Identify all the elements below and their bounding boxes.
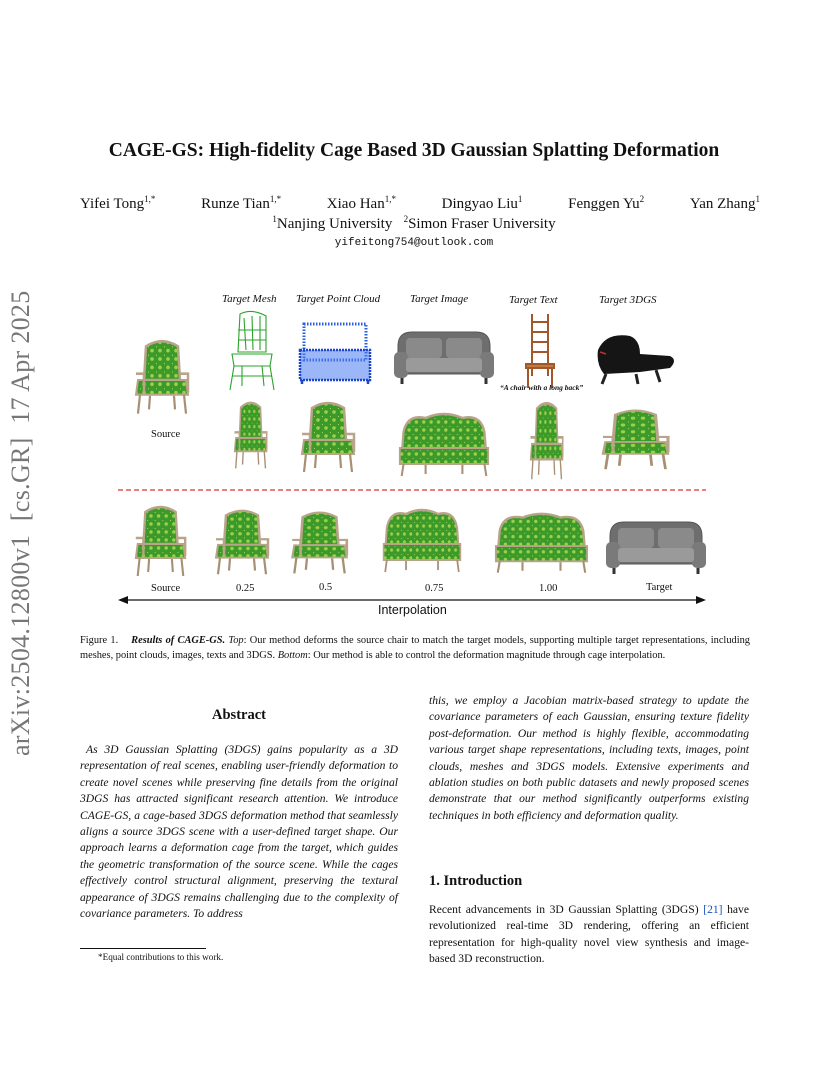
- interp-chair-075: [384, 510, 461, 572]
- target-label-mesh: Target Mesh: [222, 293, 277, 305]
- interp-chair-100: [496, 514, 587, 573]
- interp-label-05: 0.5: [319, 582, 333, 593]
- result-chair-image: [400, 414, 488, 476]
- interp-source-chair: [136, 507, 185, 576]
- axis-arrow-right: [696, 596, 706, 604]
- figure-caption: Figure 1. Results of CAGE-GS. Top: Our method deforms the source chair to match the target models, supporting multiple target representations, including meshes, point clouds, images, texts and 3DGS. Bottom: Our method is able to control the deformation magnitude through cage interpolation.: [80, 635, 750, 661]
- target-image-sofa: [394, 332, 494, 384]
- interpolation-label: Interpolation: [378, 603, 447, 617]
- interp-label-100: 1.00: [539, 583, 558, 594]
- interp-label-source: Source: [151, 583, 181, 594]
- interp-label-025: 0.25: [236, 583, 255, 594]
- abstract-text: As 3D Gaussian Splatting (3DGS) gains popularity as a 3D representation of real scenes, enabling user-friendly deformation to create novel scenes while preserving fine details from the original 3DGS has attracted significant research attention. We introduce CAGE-GS, a cage-based 3DGS deformation method that seamlessly aligns a source 3DGS scene with a user-defined target shape. Our approach learns a deformation cage from the target, which guides the geometric transformation of the source scene. While the cages effectively control structural alignment, preserving the textural appearance of 3DGS remains challenging due to the complexity of covariance parameters. To address: [80, 743, 398, 921]
- footnote-rule: [80, 948, 206, 949]
- author: Dingyao Liu$^1$: [441, 194, 523, 212]
- author: Xiao Han$^{1,*}$: [326, 194, 396, 212]
- interp-label-target: Target: [646, 582, 673, 593]
- result-chair-point-cloud: [302, 403, 354, 472]
- target-mesh-image: [230, 311, 274, 390]
- author: Fenggen Yu$^2$: [568, 194, 645, 212]
- result-chair-text: [530, 403, 562, 479]
- author: Runze Tian$^{1,*}$: [201, 194, 282, 212]
- affiliations: $^1$Nanjing University $^2$Simon Fraser University: [272, 214, 556, 232]
- author: Yan Zhang$^1$: [689, 194, 760, 212]
- interp-label-075: 0.75: [425, 583, 444, 594]
- text-prompt: “A chair with a long back”: [500, 383, 584, 392]
- target-label-image: Target Image: [410, 293, 469, 305]
- footnote: *Equal contributions to this work.: [98, 952, 224, 962]
- result-chair-mesh: [234, 403, 266, 469]
- interp-chair-025: [216, 511, 268, 574]
- author: Yifei Tong$^{1,*}$: [80, 194, 156, 212]
- arxiv-stamp: arXiv:2504.12800v1 [cs.GR] 17 Apr 2025: [6, 290, 35, 756]
- source-chair-image: [136, 341, 188, 413]
- intro-text: Recent advancements in 3D Gaussian Splatting (3DGS) [21] have revolutionized real-time 3D rendering, offering an efficient representation for high-quality novel view synthesis and image-based 3D reconstruction.: [429, 903, 749, 966]
- target-text-chair-image: [526, 314, 554, 388]
- paper-title: CAGE-GS: High-fidelity Cage Based 3D Gaussian Splatting Deformation: [108, 140, 720, 161]
- target-label-text: Target Text: [509, 294, 558, 306]
- target-3dgs-image: [598, 335, 674, 384]
- intro-heading: 1. Introduction: [429, 873, 523, 889]
- axis-arrow-left: [118, 596, 128, 604]
- target-label-point-cloud: Target Point Cloud: [296, 293, 381, 305]
- citation-link[interactable]: [21]: [703, 903, 723, 916]
- target-point-cloud-image: [300, 324, 370, 384]
- result-chair-3dgs: [603, 411, 668, 470]
- source-label-top: Source: [151, 429, 181, 440]
- author-email: yifeitong754@outlook.com: [334, 237, 494, 249]
- target-label-3dgs: Target 3DGS: [599, 294, 657, 306]
- abstract-continued: this, we employ a Jacobian matrix-based strategy to update the covariance parameters of each Gaussian, ensuring texture fidelity post-deformation. Our method is highly flexible, accommodating various target shape representations, including texts, images, point clouds, meshes and 3DGS models. Extensive experiments and ablation studies on both public datasets and newly proposed scenes demonstrate that our method significantly outperforms existing techniques in both efficiency and deformation quality.: [429, 694, 749, 822]
- interp-chair-05: [292, 513, 347, 574]
- abstract-heading: Abstract: [212, 707, 266, 723]
- interp-target-sofa: [606, 522, 706, 574]
